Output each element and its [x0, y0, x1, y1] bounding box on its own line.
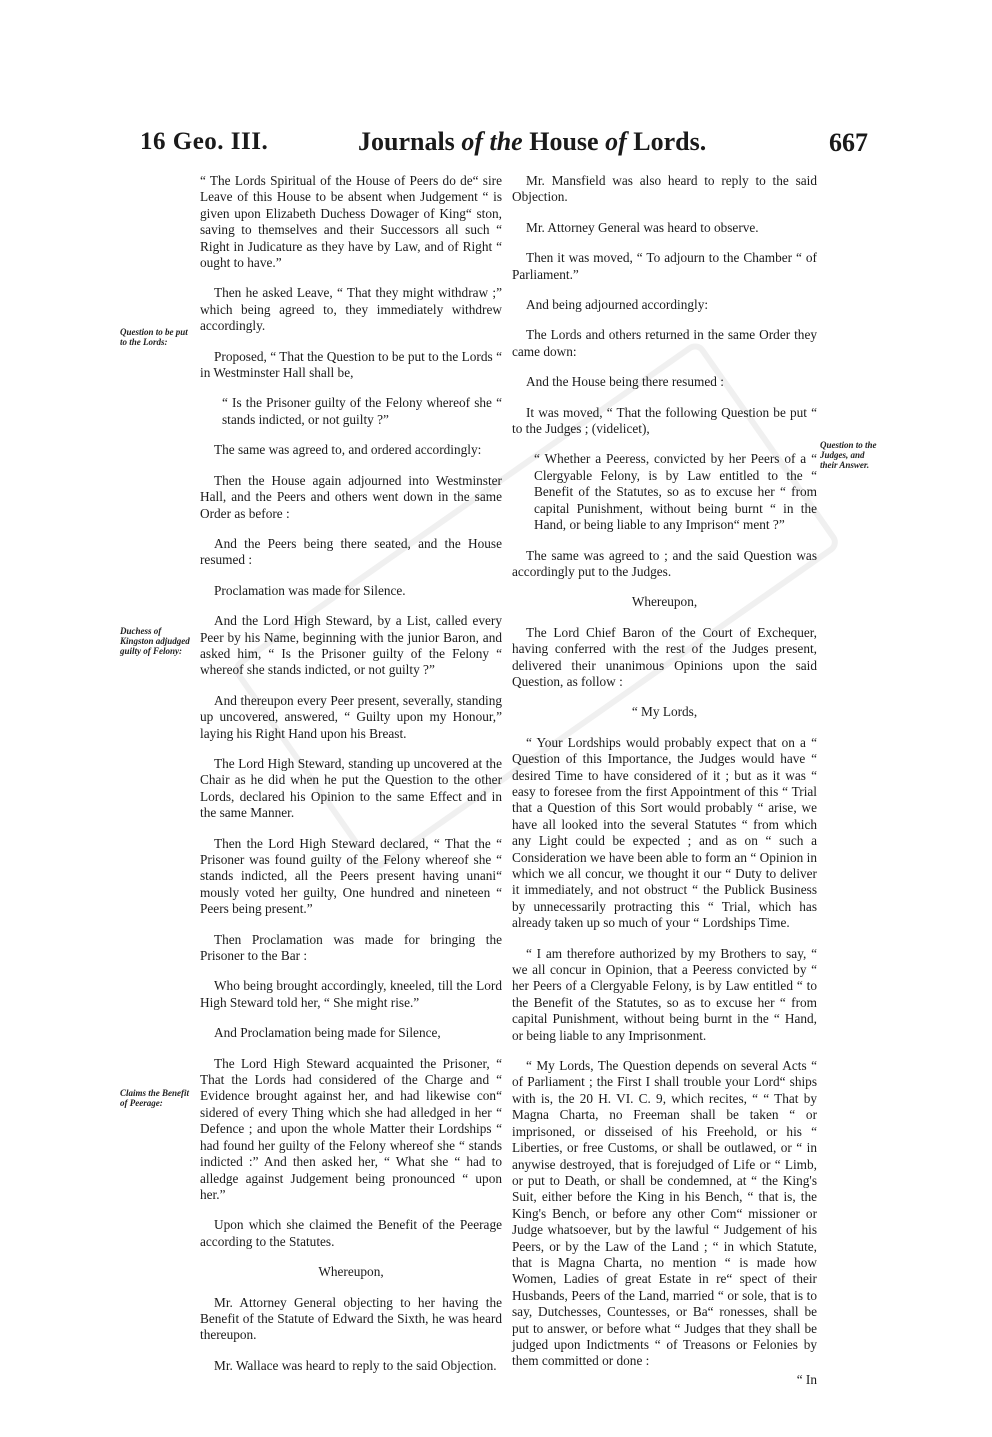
paragraph: Whereupon, [631, 594, 698, 610]
paragraph: “ My Lords, The Question depends on several Acts “ of Parliament ; the First I shall trouble your Lord“ ships with is, the 20 H. VI. C. 9, which recites, “ “ That by Magna Charta, no Freeman shall be taken “ or imprisoned, or disseised of his Freehold, or his “ Liberties, or free Customs, or shall be outlawed, or “ in anywise destroyed, that is forejudged of Life or “ Limb, or put to Death, or shall be condemned, at “ the King's Suit, either before the King in his Bench, “ that is, the King's Bench, or before any other Com“ missioner or Judge whatsoever, but by the lawful “ Judgement of his Peers, or by the Law of the Land ; “ in which Statute, that is Magna Charta, no mention “ is made how Women, Ladies of great Estate in re“ spect of their Husbands, Peers of the Land, married “ or sole, that is to say, Dutchesses, Countesses, or Ba“ ronesses, shall be put to answer, or before what “ Judges that they shall be judged upon Indictments “ of Treasons or Felonies by them committed or done : [512, 1058, 817, 1369]
paragraph: And the Lord High Steward, by a List, called every Peer by his Name, beginning with the junior Baron, and asked him, “ Is the Prisoner guilty of the Felony “ whereof she stands indicted, or not guilty ?” [200, 613, 502, 678]
paragraph: “ Whether a Peeress, convicted by her Peers of a “ Clergyable Felony, is by Law entitled to the “ Benefit of the Statutes, so as to excuse her “ from capital Punishment, without being burnt “ in the Hand, or being liable to any Imprison“ ment ?” [534, 451, 817, 533]
running-header [140, 128, 872, 168]
paragraph: Proclamation was made for Silence. [214, 582, 406, 598]
paragraph: Then Proclamation was made for bringing the Prisoner to the Bar : [200, 931, 502, 964]
paragraph: And thereupon every Peer present, severally, standing up uncovered, answered, “ Guilty upon my Honour,” laying his Right Hand upon his Breast. [200, 692, 502, 741]
paragraph: Whereupon, [318, 1264, 384, 1280]
paragraph: Then he asked Leave, “ That they might withdraw ;” which being agreed to, they immediately withdrew accordingly. [200, 285, 502, 334]
right-column [512, 173, 817, 1388]
paragraph: Proposed, “ That the Question to be put to the Lords “ in Westminster Hall shall be, [200, 348, 502, 381]
journal-title: Journals of the House of Lords. [358, 127, 707, 156]
paragraph: The same was agreed to ; and the said Question was accordingly put to the Judges. [512, 547, 817, 579]
margin-note: Question to the Judges, and their Answer. [820, 440, 877, 470]
paragraph: Mr. Attorney General was heard to observe. [526, 219, 759, 235]
paragraph: Mr. Mansfield was also heard to reply to the said Objection. [512, 173, 817, 205]
paragraph: It was moved, “ That the following Question be put “ to the Judges ; (videlicet), [512, 404, 817, 437]
catchword: “ In [796, 1371, 817, 1387]
margin-note: Duchess of Kingston adjudged guilty of Felony: [120, 626, 190, 656]
margin-note: Claims the Benefit of Peerage: [120, 1088, 190, 1108]
paragraph: The same was agreed to, and ordered accordingly: [214, 442, 482, 458]
left-column [200, 173, 502, 1388]
paragraph: Who being brought accordingly, kneeled, till the Lord High Steward told her, “ She might rise.” [200, 978, 502, 1010]
paragraph: Then it was moved, “ To adjourn to the Chamber “ of Parliament.” [512, 250, 817, 282]
paragraph: The Lord High Steward, standing up uncovered at the Chair as he did when he put the Question to the other Lords, declared his Opinion to the same Effect and in the same Manner. [200, 755, 502, 821]
paragraph: “ The Lords Spiritual of the House of Peers do de“ sire Leave of this House to be absent when Judgement “ is given upon Elizabeth Duchess Dowager of King“ ston, saving to themselves and their Successors all such “ Right in Judicature as they have by Law, and of Right “ ought to have.” [200, 173, 502, 271]
margin-note: Question to be put to the Lords: [120, 327, 188, 347]
paragraph: “ I am therefore authorized by my Brothers to say, “ we all concur in Opinion, that a Peeress convicted by “ her Peers of a Clergyable Felony, is by Law entitled “ to the Benefit of the Statutes, so as to excuse her “ from capital Punishment, without being burnt in the “ Hand, or being liable to any Imprisonment. [512, 945, 817, 1043]
page-number: 667 [829, 128, 868, 157]
regnal-year: 16 Geo. III. [140, 128, 269, 155]
paragraph: Mr. Attorney General objecting to her having the Benefit of the Statute of Edward the Sixth, he was heard thereupon. [200, 1294, 502, 1343]
paragraph: “ My Lords, [631, 704, 698, 720]
paragraph: Then the Lord High Steward declared, “ That the “ Prisoner was found guilty of the Felony whereof she “ stands indicted, all the Peers present having unani“ mously voted her guilty, One hundred and nineteen “ Peers being present.” [200, 835, 502, 917]
paragraph: Mr. Wallace was heard to reply to the said Objection. [214, 1357, 497, 1373]
paragraph: And the Peers being there seated, and the House resumed : [200, 535, 502, 568]
paragraph: “ Your Lordships would probably expect that on a “ Question of this Importance, the Judges would have “ desired Time to have considered of it ; but as it was “ easy to foresee from the first Appointment of this “ Trial that a Question of this Sort would probably “ arise, we have all looked into the several Statutes “ from which any Light could be expected ; and as on “ such a Consideration we have been able to form an “ Opinion in which we all concur, we thought it our “ Duty to deliver it immediately, and not obstruct “ the Publick Business by unnecessarily protracting this “ Trial, which has already taken up so much of your “ Lordships Time. [512, 734, 817, 931]
paragraph: Upon which she claimed the Benefit of the Peerage according to the Statutes. [200, 1217, 502, 1249]
paragraph: Then the House again adjourned into Westminster Hall, and the Peers and others went down in the same Order as before : [200, 472, 502, 521]
paragraph: And Proclamation being made for Silence, [214, 1025, 441, 1041]
paragraph: And the House being there resumed : [526, 374, 724, 390]
paragraph: The Lord High Steward acquainted the Prisoner, “ That the Lords had considered of the Charge and “ Evidence brought against her, and had likewise con“ sidered of every Thing which she had alledged in her “ Defence ; and upon the whole Matter their Lordships “ had found her guilty of the Felony whereof she “ stands indicted :” And then asked her, “ What she “ had to alledge against Judgement being pronounced “ upon her.” [200, 1055, 502, 1202]
paragraph: “ Is the Prisoner guilty of the Felony whereof she “ stands indicted, or not guilty ?” [222, 395, 502, 427]
paragraph: The Lords and others returned in the same Order they came down: [512, 327, 817, 359]
paragraph: And being adjourned accordingly: [526, 297, 709, 313]
paragraph: The Lord Chief Baron of the Court of Exchequer, having conferred with the rest of the Judges present, delivered their unanimous Opinions upon the said Question, as follow : [512, 624, 817, 689]
